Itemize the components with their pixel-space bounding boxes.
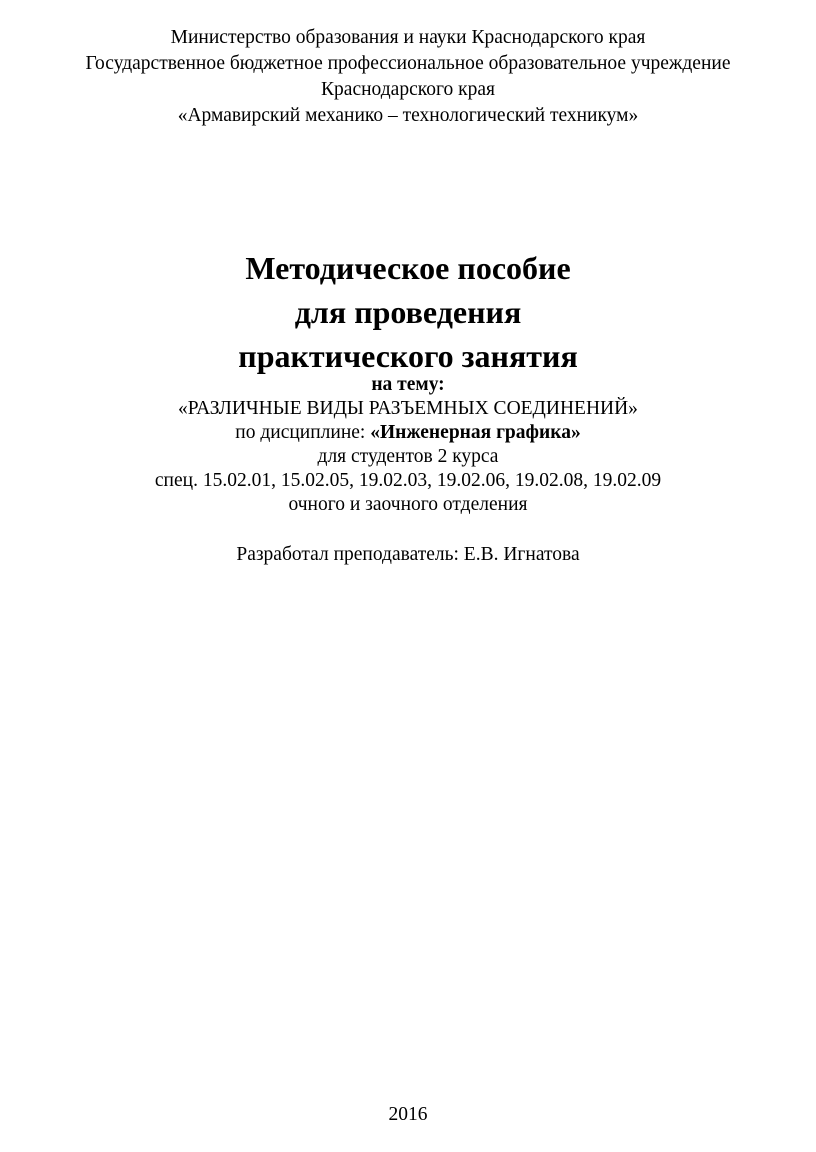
specialties-line: спец. 15.02.01, 15.02.05, 19.02.03, 19.02.06, 19.02.08, 19.02.09 (154, 470, 662, 491)
audience-line: для студентов 2 курса (317, 446, 499, 467)
title-line-2: для проведения (294, 294, 522, 330)
discipline-line (0, 421, 816, 445)
title-line-3: практического занятия (238, 338, 578, 374)
author-line: Разработал преподаватель: Е.В. Игнатова (236, 544, 580, 565)
discipline-label: по дисциплине: (235, 422, 371, 443)
ministry-line: Министерство образования и науки Краснодарского края (170, 27, 646, 48)
title-line-1: Методическое пособие (245, 250, 571, 286)
institution-line-1: Государственное бюджетное профессиональное образовательное учреждение (85, 53, 731, 74)
institution-line-2: Краснодарского края (321, 79, 495, 100)
institution-name: «Армавирский механико – технологический техникум» (177, 105, 639, 126)
topic-label: на тему: (371, 374, 445, 395)
topic-value: «РАЗЛИЧНЫЕ ВИДЫ РАЗЪЕМНЫХ СОЕДИНЕНИЙ» (178, 398, 638, 419)
discipline-value: «Инженерная графика» (370, 422, 581, 443)
departments-line: очного и заочного отделения (288, 494, 528, 515)
year: 2016 (388, 1104, 428, 1125)
